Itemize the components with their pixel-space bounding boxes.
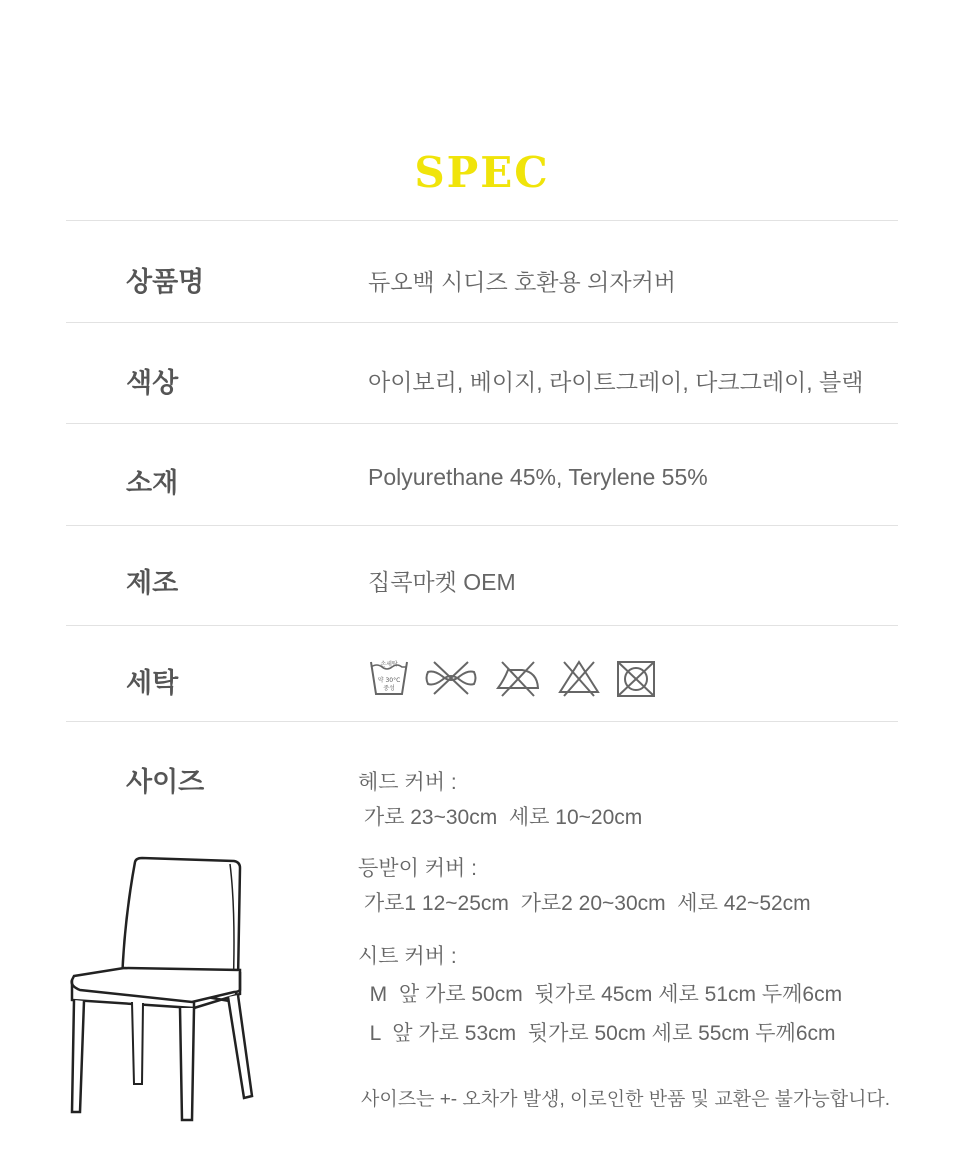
row-value-color: 아이보리, 베이지, 라이트그레이, 다크그레이, 블랙 [368,369,864,395]
row-label-size: 사이즈 [126,767,205,797]
row-value-product-name: 듀오백 시디즈 호환용 의자커버 [368,269,677,295]
no-iron-icon [492,658,544,698]
divider [66,525,898,526]
row-label-maker: 제조 [126,568,179,598]
row-value-material: Polyurethane 45%, Terylene 55% [368,464,708,490]
row-label-material: 소재 [126,468,179,498]
hand-wash-detergent: 중성 [383,685,395,692]
row-label-color: 색상 [126,368,179,398]
divider [66,423,898,424]
divider [66,322,898,323]
head-cover-title: 헤드 커버 : [358,771,457,794]
row-label-wash: 세탁 [126,668,179,698]
head-cover-dims: 가로 23~30cm 세로 10~20cm [358,806,643,829]
hand-wash-icon [368,658,410,698]
no-bleach-icon [556,658,602,698]
seat-cover-title: 시트 커버 : [358,945,457,968]
row-label-product-name: 상품명 [126,267,205,297]
divider [66,625,898,626]
seat-cover-size-l: L 앞 가로 53cm 뒷가로 50cm 세로 55cm 두께6cm [358,1022,836,1045]
chair-illustration [60,852,260,1127]
row-value-maker: 집콕마켓 OEM [368,569,516,595]
back-cover-dims: 가로1 12~25cm 가로2 20~30cm 세로 42~52cm [358,892,811,915]
back-cover-title: 등받이 커버 : [358,857,477,880]
hand-wash-temp: 약 30°C [377,677,401,684]
divider [66,721,898,722]
hand-wash-label: 손세탁 [380,661,398,668]
no-wring-icon [422,658,480,698]
no-tumble-dry-icon [614,658,658,698]
size-tolerance-note: 사이즈는 +- 오차가 발생, 이로인한 반품 및 교환은 불가능합니다. [361,1089,891,1110]
divider [66,220,898,221]
wash-icons [368,658,670,698]
seat-cover-size-m: M 앞 가로 50cm 뒷가로 45cm 세로 51cm 두께6cm [358,983,843,1006]
spec-title: SPEC [414,148,550,197]
